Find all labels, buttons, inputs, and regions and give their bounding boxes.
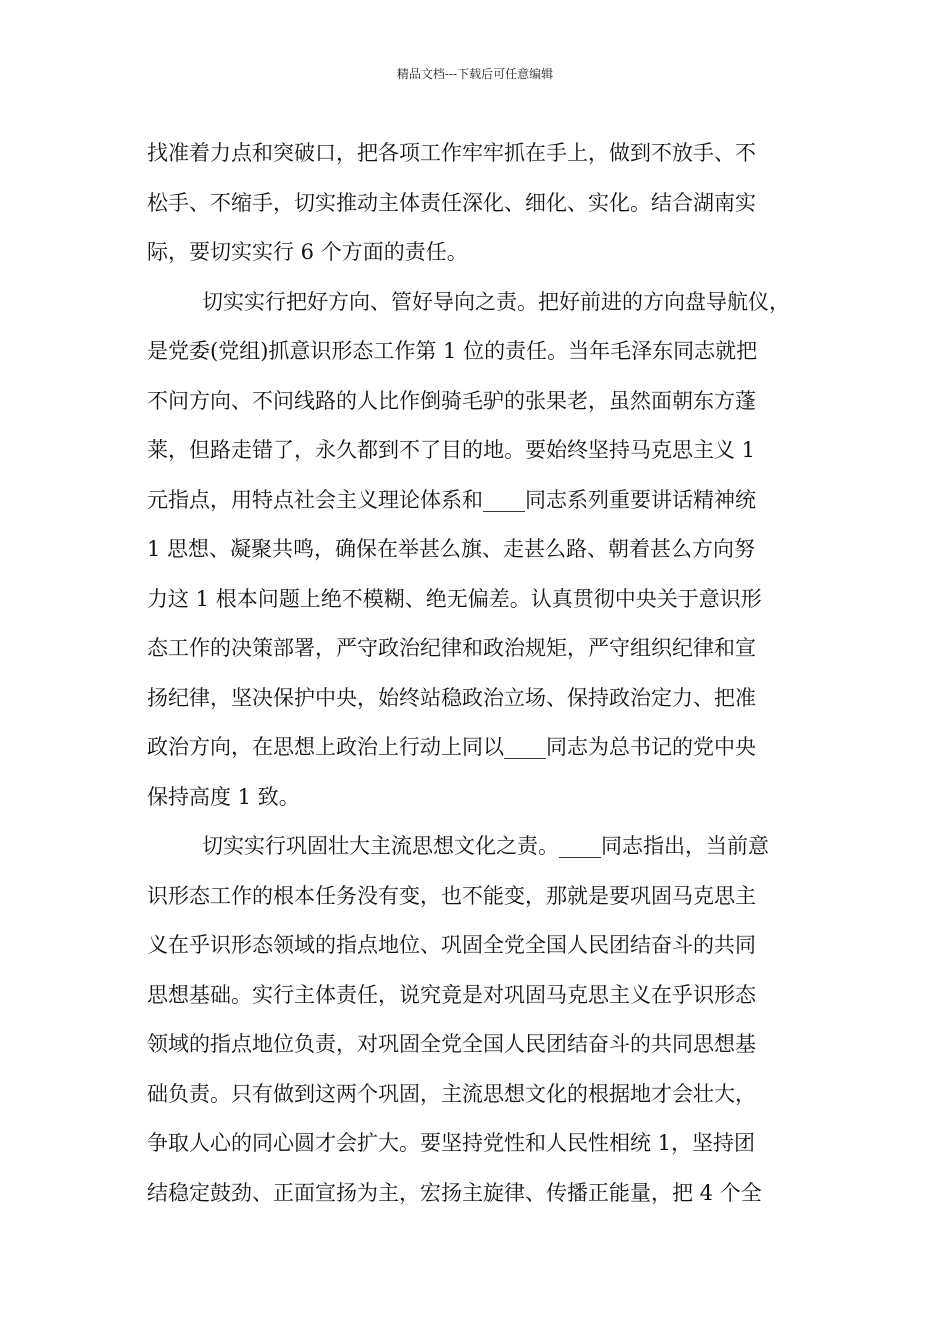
body-text xyxy=(147,129,817,1218)
text-line: 础负责。只有做到这两个巩固，主流思想文化的根据地才会壮大， xyxy=(147,1081,756,1106)
text-line: 政治方向，在思想上政治上行动上同以____同志为总书记的党中央 xyxy=(147,735,756,759)
text-line: 1 思想、凝聚共鸣，确保在举甚么旗、走甚么路、朝着甚么方向努 xyxy=(147,537,756,561)
paragraph-start-line: 切实实行把好方向、管好导向之责。把好前进的方向盘导航仪， xyxy=(202,289,790,314)
text-line: 识形态工作的根本任务没有变，也不能变，那就是要巩固马克思主 xyxy=(147,883,756,908)
text-line: 义在乎识形态领域的指点地位、巩固全党全国人民团结奋斗的共同 xyxy=(147,933,756,957)
text-line: 结稳定鼓劲、正面宣扬为主，宏扬主旋律、传播正能量，把 4 个全 xyxy=(147,1180,762,1205)
text-line: 争取人心的同心圆才会扩大。要坚持党性和人民性相统 1，坚持团 xyxy=(147,1131,756,1155)
text-line: 态工作的决策部署，严守政治纪律和政治规矩，严守组织纪律和宣 xyxy=(147,636,756,660)
text-line: 际，要切实实行 6 个方面的责任。 xyxy=(147,240,468,264)
paragraph-start-line: 切实实行巩固壮大主流思想文化之责。____同志指出，当前意 xyxy=(202,834,769,858)
text-line: 是党委(党组)抓意识形态工作第 1 位的责任。当年毛泽东同志就把 xyxy=(147,339,758,363)
text-line: 力这 1 根本问题上绝不模糊、绝无偏差。认真贯彻中央关于意识形 xyxy=(147,586,762,611)
text-line: 元指点，用特点社会主义理论体系和____同志系列重要讲话精神统 xyxy=(147,487,756,512)
text-line: 扬纪律，坚决保护中央，始终站稳政治立场、保持政治定力、把准 xyxy=(147,685,756,710)
text-line: 不问方向、不问线路的人比作倒骑毛驴的张果老，虽然面朝东方蓬 xyxy=(147,388,756,413)
text-line: 领域的指点地位负责，对巩固全党全国人民团结奋斗的共同思想基 xyxy=(147,1032,756,1056)
text-line: 保持高度 1 致。 xyxy=(147,784,300,809)
text-line: 思想基础。实行主体责任，说究竟是对巩固马克思主义在乎识形态 xyxy=(147,982,756,1007)
text-line: 找准着力点和突破口，把各项工作牢牢抓在手上，做到不放手、不 xyxy=(147,141,756,165)
text-line: 莱，但路走错了，永久都到不了目的地。要始终坚持马克思主义 1 xyxy=(147,438,756,462)
page-header: 精品文档---下载后可任意编辑 xyxy=(396,67,554,81)
text-line: 松手、不缩手，切实推动主体责任深化、细化、实化。结合湖南实 xyxy=(147,190,756,215)
